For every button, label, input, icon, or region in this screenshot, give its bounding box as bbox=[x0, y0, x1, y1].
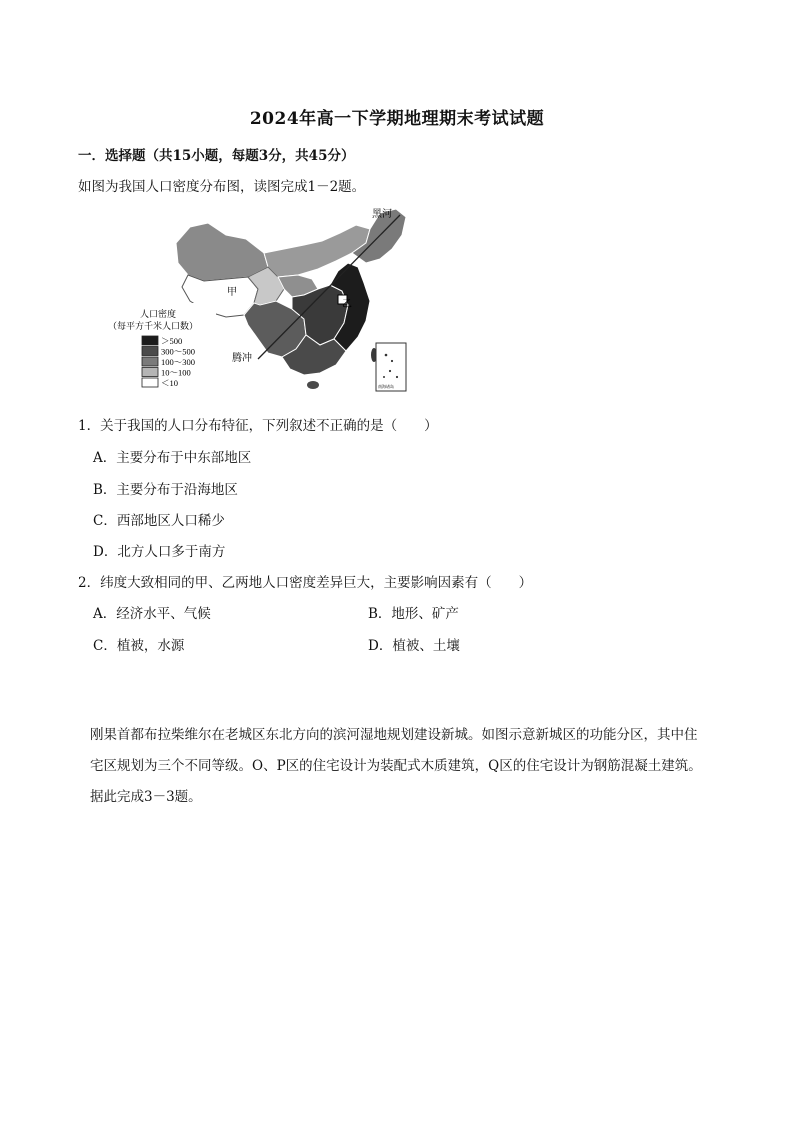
question-2-stem: 2．纬度大致相同的甲、乙两地人口密度差异巨大，主要影响因素有（ ） bbox=[78, 575, 533, 591]
region-northwest bbox=[176, 223, 268, 281]
label-yi: 乙 bbox=[342, 299, 352, 310]
legend-title: 人口密度 bbox=[140, 309, 177, 319]
legend-label: 100～300 bbox=[161, 357, 196, 367]
section-heading: 一．选择题（共15小题，每题3分，共45分） bbox=[78, 148, 355, 164]
question-2-option-d: D．植被、土壤 bbox=[368, 638, 460, 654]
passage-2 bbox=[90, 720, 730, 813]
legend-label: ＜10 bbox=[161, 378, 179, 388]
legend-swatch bbox=[142, 368, 158, 377]
legend-subtitle: （每平方千米人口数） bbox=[108, 321, 199, 331]
map-legend bbox=[108, 303, 216, 395]
legend-label: 10～100 bbox=[161, 367, 191, 378]
question-1-option-c: C．西部地区人口稀少 bbox=[93, 513, 225, 529]
label-tengchong: 腾冲 bbox=[232, 353, 252, 364]
legend-label: ＞500 bbox=[161, 336, 183, 346]
question-1-option-d: D．北方人口多于南方 bbox=[93, 544, 226, 560]
question-2-option-b: B．地形、矿产 bbox=[368, 606, 459, 622]
passage-2-line-3: 据此完成3－3题。 bbox=[90, 789, 202, 805]
passage-2-line-2: 宅区规划为三个不同等级。O、P区的住宅设计为装配式木质建筑，Q区的住宅设计为钢筋混凝土建筑。 bbox=[90, 758, 702, 774]
intro-text: 如图为我国人口密度分布图，读图完成1－2题。 bbox=[78, 179, 366, 195]
legend-swatch bbox=[142, 378, 158, 387]
question-2-option-c: C．植被，水源 bbox=[93, 638, 185, 654]
passage-2-line-1: 刚果首都布拉柴维尔在老城区东北方向的滨河湿地规划建设新城。如图示意新城区的功能分区，其中住 bbox=[90, 727, 698, 743]
label-jia: 甲 bbox=[227, 287, 237, 298]
population-density-map bbox=[108, 205, 413, 395]
question-1-option-b: B．主要分布于沿海地区 bbox=[93, 482, 238, 498]
page-title: 2024年高一下学期地理期末考试试题 bbox=[249, 109, 545, 129]
question-1-option-a: A．主要分布于中东部地区 bbox=[93, 450, 252, 466]
legend-swatch bbox=[142, 357, 158, 366]
question-1-stem: 1．关于我国的人口分布特征，下列叙述不正确的是（ ） bbox=[78, 418, 438, 434]
legend-swatch bbox=[142, 336, 158, 345]
legend-swatch bbox=[142, 347, 158, 356]
label-south-sea-islands: 南海诸岛 bbox=[378, 384, 394, 389]
region-hainan bbox=[307, 381, 319, 389]
label-heihe: 黑河 bbox=[372, 209, 392, 220]
question-2-option-a: A．经济水平、气候 bbox=[93, 606, 211, 622]
legend-label: 300～500 bbox=[161, 346, 196, 357]
